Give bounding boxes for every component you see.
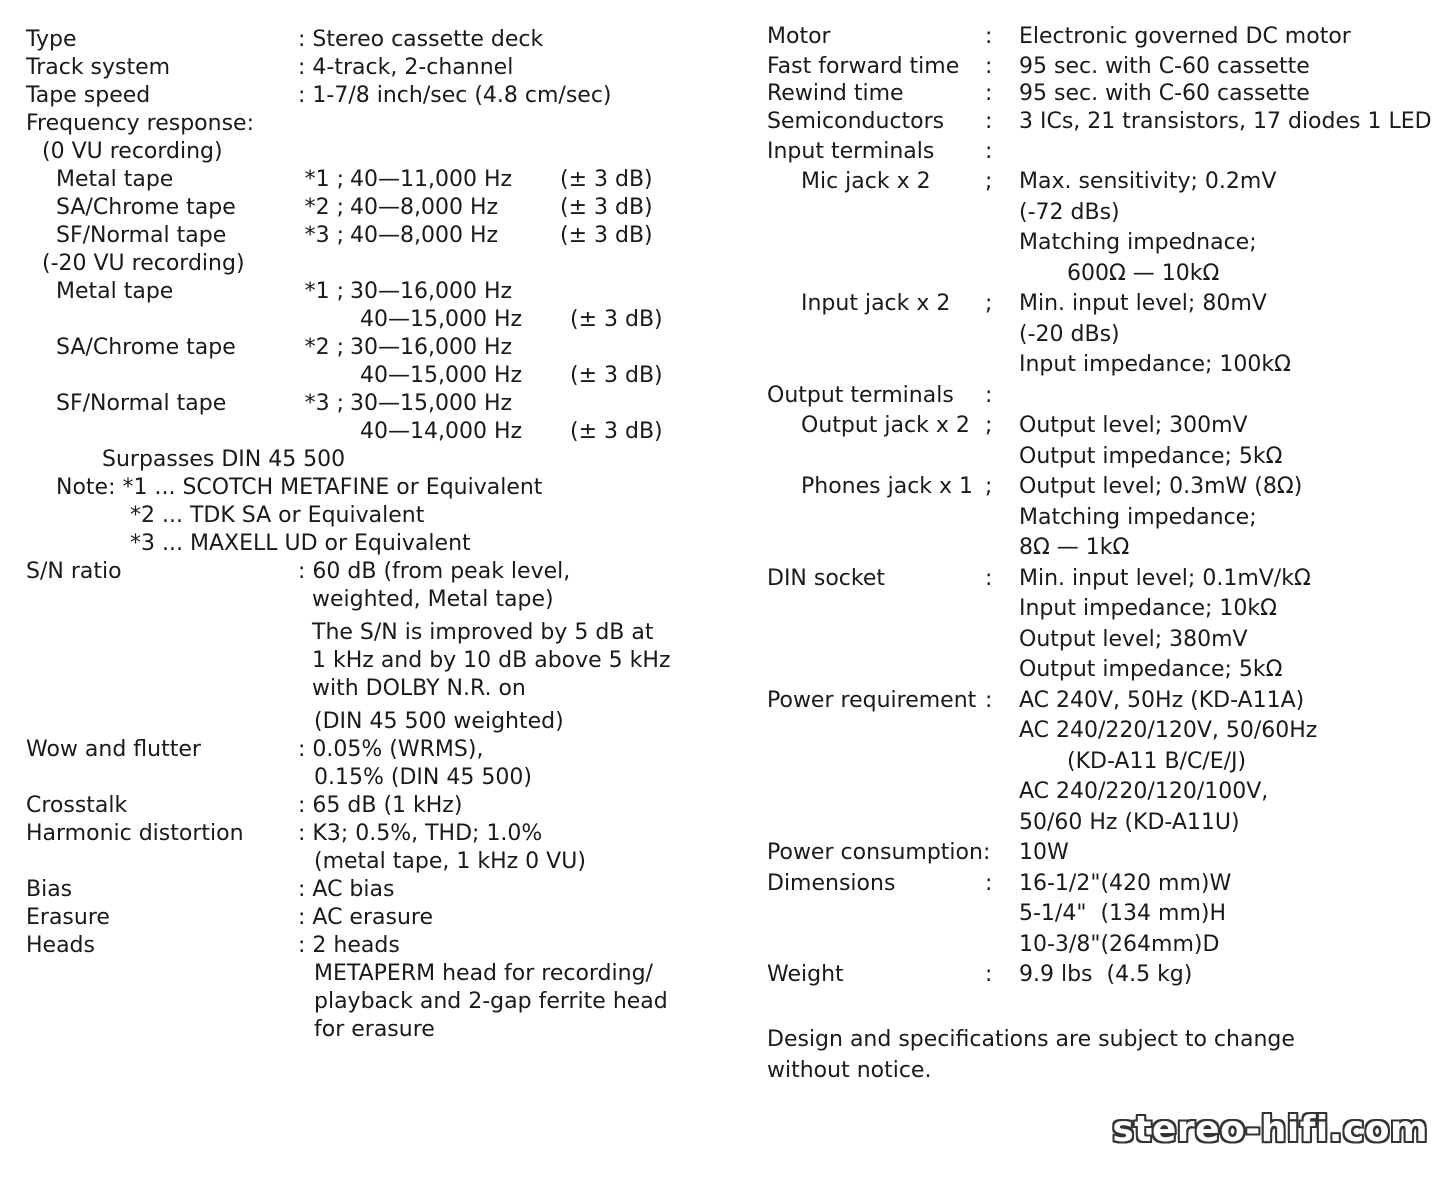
note-mark: *1 ; — [304, 279, 344, 304]
vu20-heading: (-20 VU recording) — [42, 251, 245, 276]
spec-label: Phones jack x 1 — [801, 474, 974, 499]
spec-value: 16-1/2"(420 mm)W — [1019, 870, 1232, 896]
tape-type: SA/Chrome tape — [56, 195, 236, 220]
spec-label: Input terminals — [767, 138, 935, 164]
freq-range: 40—14,000 Hz — [360, 419, 523, 444]
spec-separator: : — [985, 80, 993, 106]
left-column — [26, 26, 726, 1044]
spec-value-cont: Output level; 380mV — [1019, 626, 1248, 652]
spec-value-cont: weighted, Metal tape) — [312, 587, 554, 612]
spec-value: Max. sensitivity; 0.2mV — [1019, 169, 1277, 194]
spec-value: Min. input level; 80mV — [1019, 291, 1267, 316]
spec-row-weight — [767, 960, 1432, 991]
freq-range: 30—16,000 Hz — [350, 335, 513, 360]
spec-value-cont: AC 240/220/120/100V, — [1019, 779, 1269, 804]
spec-value-cont: 50/60 Hz (KD-A11U) — [1019, 809, 1240, 835]
spec-row-din — [767, 564, 1432, 595]
spec-value: 9.9 lbs (4.5 kg) — [1019, 962, 1193, 987]
spec-row-dimensions — [767, 869, 1432, 900]
freq-row — [26, 334, 726, 362]
freq-range: 40—11,000 Hz — [350, 167, 513, 192]
spec-row-rewind — [767, 80, 1432, 107]
disclaimer-line: Design and specifications are subject to change — [767, 1027, 1295, 1052]
spec-separator: : — [985, 138, 993, 164]
spec-value-cont: Input impedance; 10kΩ — [1019, 596, 1277, 621]
spec-value-cont: playback and 2-gap ferrite head — [314, 989, 668, 1014]
spec-row-sn — [26, 558, 726, 586]
spec-value: : K3; 0.5%, THD; 1.0% — [298, 821, 543, 846]
spec-row-heads — [26, 932, 726, 960]
tolerance: (± 3 dB) — [560, 167, 653, 192]
spec-row-output-terminals — [767, 381, 1432, 412]
spec-value: 10W — [1019, 840, 1069, 865]
spec-row-mic — [767, 167, 1432, 198]
spec-value-cont: Matching impedance; — [1019, 504, 1257, 530]
spec-separator: : — [985, 565, 993, 591]
spec-row-power — [767, 686, 1432, 717]
tolerance: (± 3 dB) — [570, 307, 663, 332]
spec-row-erasure — [26, 904, 726, 932]
note-mark: *3 ; — [304, 391, 344, 416]
spec-value-cont: (metal tape, 1 kHz 0 VU) — [314, 849, 586, 874]
freq-row — [26, 390, 726, 418]
spec-separator: : — [985, 24, 993, 49]
spec-value: Output level; 300mV — [1019, 413, 1248, 438]
freq-range: 40—8,000 Hz — [350, 223, 499, 248]
spec-separator: ; — [985, 291, 993, 316]
freq-range: 40—15,000 Hz — [360, 307, 523, 332]
spec-value: : Stereo cassette deck — [298, 27, 544, 52]
spec-separator: : — [985, 108, 993, 134]
spec-value-cont: Output impedance; 5kΩ — [1019, 443, 1283, 469]
spec-row-harmonic — [26, 820, 726, 848]
freq-row — [26, 222, 726, 250]
tape-type: SF/Normal tape — [56, 391, 227, 416]
spec-value: : 2 heads — [298, 933, 400, 958]
spec-row-crosstalk — [26, 792, 726, 820]
spec-value: Electronic governed DC motor — [1019, 24, 1351, 49]
spec-label: Weight — [767, 962, 844, 987]
spec-label: Power consumption: — [767, 840, 991, 865]
spec-value-cont: (KD-A11 B/C/E/J) — [1067, 748, 1247, 774]
freq-row — [26, 166, 726, 194]
spec-separator: : — [985, 962, 993, 987]
spec-separator: : — [985, 870, 993, 896]
spec-label: Erasure — [26, 905, 110, 930]
freq-row-cont — [26, 418, 726, 446]
spec-label: Mic jack x 2 — [801, 169, 931, 194]
spec-value-cont: Matching impednace; — [1019, 230, 1257, 255]
spec-label: Type — [26, 27, 77, 52]
spec-separator: : — [985, 382, 993, 408]
spec-value: Min. input level; 0.1mV/kΩ — [1019, 565, 1311, 591]
spec-value: 3 ICs, 21 transistors, 17 diodes 1 LED — [1019, 108, 1432, 134]
spec-value: : 4-track, 2-channel — [298, 55, 514, 80]
freq-range: 30—15,000 Hz — [350, 391, 513, 416]
spec-row-wow — [26, 736, 726, 764]
spec-value-cont: Input impedance; 100kΩ — [1019, 352, 1291, 377]
spec-value: Output level; 0.3mW (8Ω) — [1019, 474, 1303, 499]
spec-row-fastforward — [767, 53, 1432, 80]
spec-row-outputjack — [767, 411, 1432, 442]
spec-label: DIN socket — [767, 565, 886, 591]
spec-value: : 65 dB (1 kHz) — [298, 793, 463, 818]
note-line: Note: *1 ... SCOTCH METAFINE or Equivalent — [56, 475, 543, 500]
tape-type: Metal tape — [56, 167, 174, 192]
spec-label: Output terminals — [767, 382, 954, 408]
spec-row-semiconductors — [767, 107, 1432, 137]
spec-value: : AC erasure — [298, 905, 433, 930]
freq-range: 40—15,000 Hz — [360, 363, 523, 388]
tolerance: (± 3 dB) — [560, 195, 653, 220]
spec-value-cont: with DOLBY N.R. on — [312, 676, 526, 701]
spec-label: Motor — [767, 24, 831, 49]
vu0-heading: (0 VU recording) — [42, 139, 223, 164]
freq-row — [26, 194, 726, 222]
spec-label: Heads — [26, 933, 95, 958]
spec-row-inputjack — [767, 289, 1432, 320]
spec-label: Bias — [26, 877, 73, 902]
spec-label: Track system — [26, 55, 171, 80]
spec-label: Tape speed — [26, 83, 151, 108]
spec-label: S/N ratio — [26, 559, 122, 584]
freq-heading: Frequency response: — [26, 111, 254, 136]
spec-value: : 0.05% (WRMS), — [298, 737, 484, 762]
disclaimer — [767, 1024, 1327, 1086]
spec-value: 95 sec. with C-60 cassette — [1019, 80, 1310, 106]
note-mark: *2 ; — [304, 195, 344, 220]
spec-label: Harmonic distortion — [26, 821, 244, 846]
spec-label: Crosstalk — [26, 793, 128, 818]
freq-row-cont — [26, 362, 726, 390]
tolerance: (± 3 dB) — [570, 363, 663, 388]
spec-value-cont: AC 240/220/120V, 50/60Hz — [1019, 718, 1318, 743]
spec-value-cont: The S/N is improved by 5 dB at — [312, 620, 654, 645]
note-mark: *3 ; — [304, 223, 344, 248]
watermark: stereo-hifi.com — [1112, 1109, 1428, 1150]
spec-value-cont: METAPERM head for recording/ — [314, 961, 653, 986]
tolerance: (± 3 dB) — [570, 419, 663, 444]
spec-value: : 1-7/8 inch/sec (4.8 cm/sec) — [298, 83, 612, 108]
spec-separator: ; — [985, 413, 993, 438]
spec-row-consumption — [767, 838, 1432, 869]
spec-value-cont: 5-1/4" (134 mm)H — [1019, 901, 1227, 926]
tape-type: SA/Chrome tape — [56, 335, 236, 360]
spec-row-track — [26, 54, 726, 82]
spec-row-speed — [26, 82, 726, 110]
spec-value-cont: 10-3/8"(264mm)D — [1019, 931, 1220, 957]
spec-row-bias — [26, 876, 726, 904]
spec-label: Wow and flutter — [26, 737, 201, 762]
tape-type: SF/Normal tape — [56, 223, 227, 248]
spec-label: Rewind time — [767, 80, 904, 106]
spec-label: Power requirement — [767, 687, 977, 713]
spec-value-cont: (DIN 45 500 weighted) — [314, 709, 564, 734]
freq-row-cont — [26, 306, 726, 334]
spec-separator: : — [985, 53, 993, 79]
spec-value-cont: 1 kHz and by 10 dB above 5 kHz — [312, 648, 671, 673]
spec-value-cont: 8Ω — 1kΩ — [1019, 535, 1130, 560]
spec-separator: ; — [985, 474, 993, 499]
freq-row — [26, 278, 726, 306]
spec-value-cont: for erasure — [314, 1017, 435, 1042]
spec-label: Dimensions — [767, 870, 896, 896]
spec-label: Semiconductors — [767, 108, 945, 134]
spec-value: : 60 dB (from peak level, — [298, 559, 571, 584]
spec-value-cont: (-20 dBs) — [1019, 321, 1120, 347]
disclaimer-line: without notice. — [767, 1058, 932, 1083]
spec-label: Fast forward time — [767, 53, 960, 79]
freq-range: 40—8,000 Hz — [350, 195, 499, 220]
spec-value: : AC bias — [298, 877, 395, 902]
spec-separator: : — [985, 687, 993, 713]
spec-label: Input jack x 2 — [801, 291, 951, 316]
note-line: *2 ... TDK SA or Equivalent — [130, 503, 425, 528]
surpasses-din: Surpasses DIN 45 500 — [102, 447, 346, 472]
spec-value: AC 240V, 50Hz (KD-A11A) — [1019, 687, 1305, 713]
spec-value: 95 sec. with C-60 cassette — [1019, 53, 1310, 79]
spec-value-cont: 0.15% (DIN 45 500) — [314, 765, 532, 790]
spec-value-cont: 600Ω — 10kΩ — [1067, 260, 1220, 286]
spec-row-type — [26, 26, 726, 54]
tape-type: Metal tape — [56, 279, 174, 304]
note-mark: *1 ; — [304, 167, 344, 192]
freq-range: 30—16,000 Hz — [350, 279, 513, 304]
spec-label: Output jack x 2 — [801, 413, 970, 438]
spec-row-phones — [767, 472, 1432, 503]
right-column — [767, 22, 1432, 991]
spec-separator: ; — [985, 169, 993, 194]
spec-value-cont: Output impedance; 5kΩ — [1019, 657, 1283, 682]
spec-value-cont: (-72 dBs) — [1019, 199, 1120, 225]
tolerance: (± 3 dB) — [560, 223, 653, 248]
note-mark: *2 ; — [304, 335, 344, 360]
spec-row-motor — [767, 22, 1432, 53]
note-line: *3 ... MAXELL UD or Equivalent — [130, 531, 471, 556]
spec-row-input-terminals — [767, 137, 1432, 168]
